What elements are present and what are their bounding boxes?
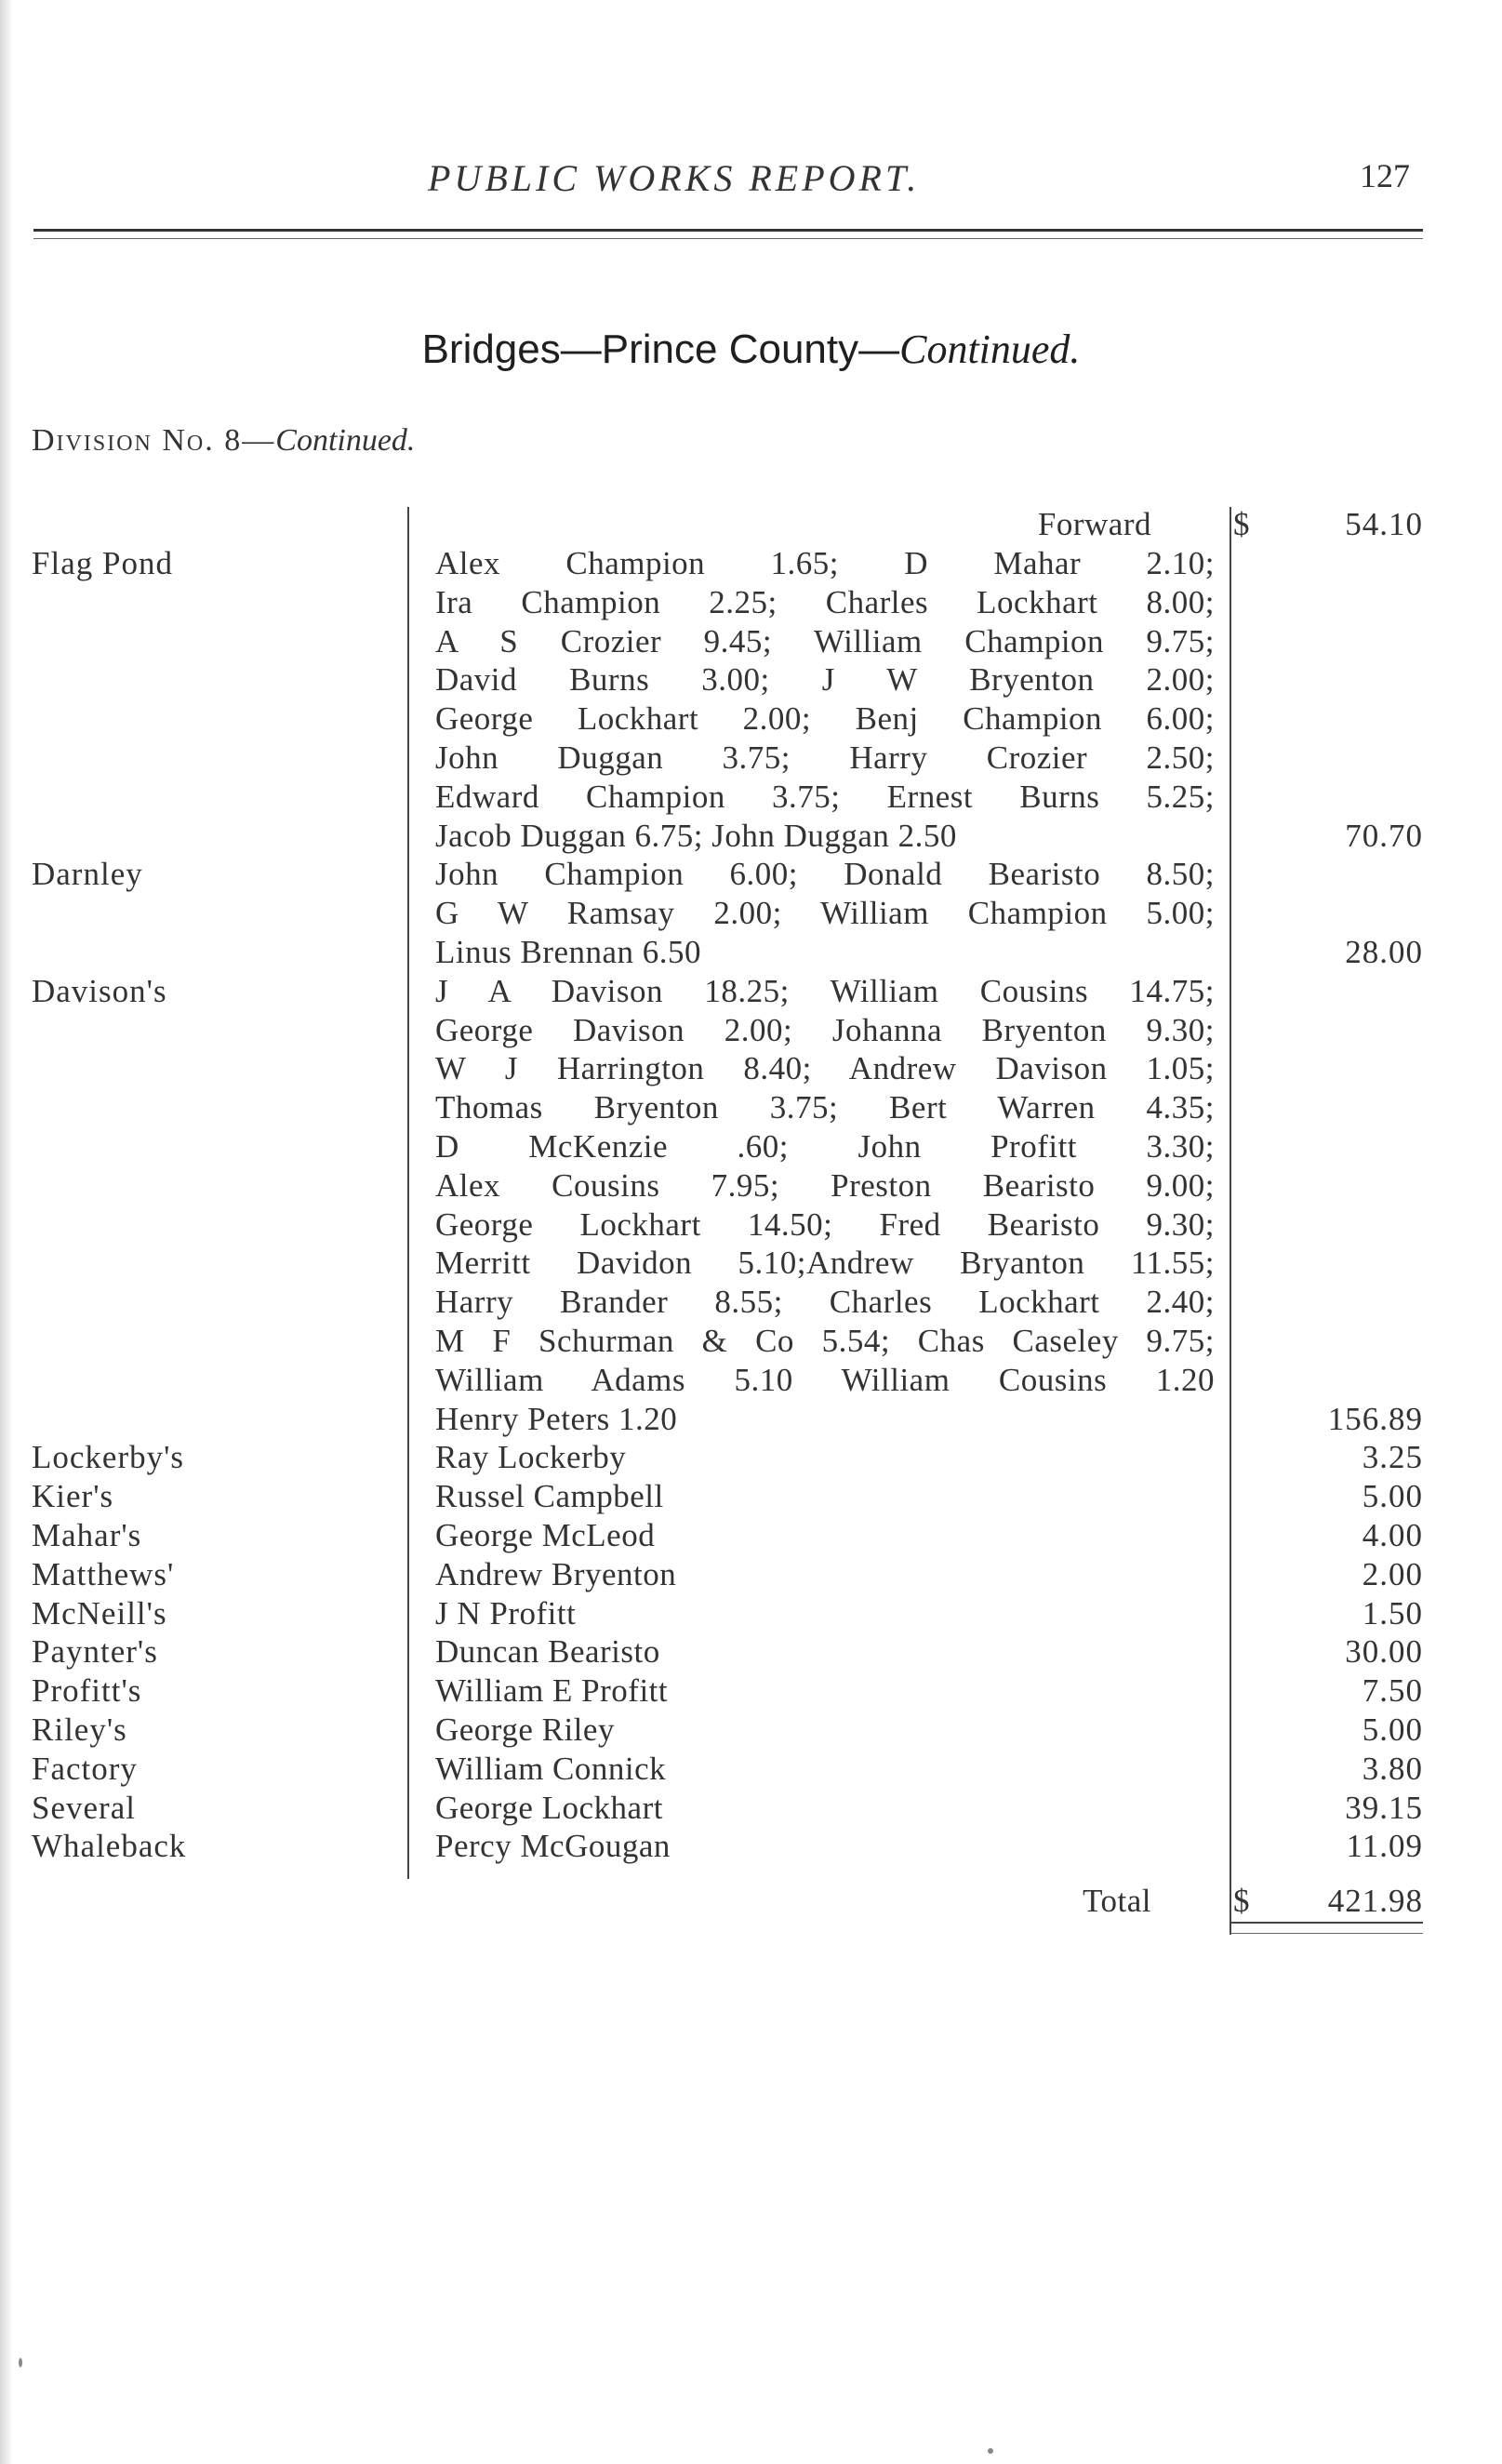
total-rule <box>1230 1922 1423 1924</box>
payment-description: Harry Brander 8.55; Charles Lockhart 2.40; <box>435 1284 1215 1320</box>
payment-description: Duncan Bearisto <box>435 1633 660 1670</box>
payment-description: George Riley <box>435 1711 615 1748</box>
table-row <box>0 1672 1502 1711</box>
payment-description: Andrew Bryenton <box>435 1556 677 1592</box>
table-row <box>0 739 1502 779</box>
place-name: Profitt's <box>32 1672 142 1709</box>
payment-description: William E Profitt <box>435 1672 669 1709</box>
division-label: Division No. 8— <box>32 423 276 458</box>
place-name: Flag Pond <box>32 545 173 581</box>
payment-description: Ira Champion 2.25; Charles Lockhart 8.00; <box>435 584 1215 620</box>
place-name: Riley's <box>32 1711 127 1748</box>
payment-description: William Connick <box>435 1751 667 1787</box>
table-row <box>0 856 1502 895</box>
header-rule-thin <box>33 238 1423 239</box>
table-row <box>0 818 1502 857</box>
running-title: PUBLIC WORKS REPORT. <box>428 157 921 199</box>
division-heading <box>32 423 415 459</box>
table-row <box>0 1206 1502 1245</box>
place-name: Mahar's <box>32 1517 142 1553</box>
header-rule <box>33 229 1423 232</box>
forward-dollar-sign: $ <box>1233 506 1250 542</box>
row-amount: 39.15 <box>1345 1790 1423 1826</box>
place-name: McNeill's <box>32 1595 167 1632</box>
section-title-continued: Continued. <box>899 326 1081 372</box>
payment-description: J N Profitt <box>435 1595 577 1632</box>
place-name: Kier's <box>32 1478 114 1514</box>
payment-description: Ray Lockerby <box>435 1439 627 1475</box>
payment-description: Alex Cousins 7.95; Preston Bearisto 9.00; <box>435 1167 1215 1204</box>
payment-description: John Duggan 3.75; Harry Crozier 2.50; <box>435 739 1215 776</box>
table-row <box>0 1089 1502 1128</box>
table-row <box>0 1012 1502 1051</box>
table-row <box>0 1478 1502 1517</box>
row-amount: 156.89 <box>1327 1401 1423 1437</box>
place-name: Factory <box>32 1751 138 1787</box>
place-name: Davison's <box>32 973 167 1009</box>
payment-description: William Adams 5.10 William Cousins 1.20 <box>435 1362 1215 1398</box>
table-row <box>0 623 1502 662</box>
payment-description: Thomas Bryenton 3.75; Bert Warren 4.35; <box>435 1089 1215 1125</box>
payment-description: W J Harrington 8.40; Andrew Davison 1.05; <box>435 1050 1215 1086</box>
print-speck <box>19 2358 22 2367</box>
table-row <box>0 895 1502 934</box>
row-amount: 2.00 <box>1362 1556 1423 1592</box>
row-amount: 3.80 <box>1362 1751 1423 1787</box>
total-dollar-sign: $ <box>1233 1883 1250 1919</box>
place-name: Several <box>32 1790 136 1826</box>
table-row <box>0 1050 1502 1089</box>
payment-description: George Davison 2.00; Johanna Bryenton 9.30; <box>435 1012 1215 1048</box>
row-amount: 5.00 <box>1362 1478 1423 1514</box>
table-row <box>0 1167 1502 1206</box>
page-number: 127 <box>1360 157 1410 194</box>
table-row <box>0 1517 1502 1556</box>
forward-label: Forward <box>1037 506 1151 542</box>
payment-description: George Lockhart 2.00; Benj Champion 6.00; <box>435 700 1215 737</box>
table-row <box>0 1439 1502 1478</box>
table-row <box>0 1790 1502 1829</box>
payment-description: George Lockhart 14.50; Fred Bearisto 9.30; <box>435 1206 1215 1243</box>
place-name: Lockerby's <box>32 1439 185 1475</box>
payment-description: D McKenzie .60; John Profitt 3.30; <box>435 1128 1215 1165</box>
row-amount: 4.00 <box>1362 1517 1423 1553</box>
payment-description: George McLeod <box>435 1517 656 1553</box>
table-row <box>0 1323 1502 1362</box>
row-amount: 28.00 <box>1345 934 1423 970</box>
place-name: Paynter's <box>32 1633 158 1670</box>
payment-description: G W Ramsay 2.00; William Champion 5.00; <box>435 895 1215 931</box>
table-row <box>0 700 1502 739</box>
total-rule-thin <box>1230 1933 1423 1934</box>
payment-description: A S Crozier 9.45; William Champion 9.75; <box>435 623 1215 659</box>
row-amount: 7.50 <box>1362 1672 1423 1709</box>
table-row <box>0 1245 1502 1284</box>
place-name: Darnley <box>32 856 143 892</box>
forward-row <box>0 506 1502 545</box>
table-row <box>0 779 1502 818</box>
payment-description: John Champion 6.00; Donald Bearisto 8.50; <box>435 856 1215 892</box>
total-amount: 421.98 <box>1327 1883 1423 1919</box>
section-title-main: Bridges—Prince County— <box>421 326 900 372</box>
table-row <box>0 661 1502 700</box>
print-speck <box>988 2448 993 2454</box>
table-row <box>0 973 1502 1012</box>
payment-description: Linus Brennan 6.50 <box>435 934 702 970</box>
row-amount: 3.25 <box>1362 1439 1423 1475</box>
table-row <box>0 1401 1502 1440</box>
section-title <box>0 326 1502 373</box>
payment-description: David Burns 3.00; J W Bryenton 2.00; <box>435 661 1215 698</box>
payment-description: Russel Campbell <box>435 1478 664 1514</box>
payment-description: Alex Champion 1.65; D Mahar 2.10; <box>435 545 1215 581</box>
payment-description: M F Schurman & Co 5.54; Chas Caseley 9.75; <box>435 1323 1215 1359</box>
table-row <box>0 1556 1502 1595</box>
place-name: Whaleback <box>32 1828 187 1864</box>
row-amount: 5.00 <box>1362 1711 1423 1748</box>
table-row <box>0 1751 1502 1790</box>
forward-amount: 54.10 <box>1345 506 1423 542</box>
table-row <box>0 1284 1502 1323</box>
row-amount: 1.50 <box>1362 1595 1423 1632</box>
table-row <box>0 934 1502 973</box>
table-row <box>0 1711 1502 1751</box>
table-row <box>0 545 1502 584</box>
total-label: Total <box>1083 1883 1151 1919</box>
table-row <box>0 1828 1502 1867</box>
total-row <box>0 1883 1502 1922</box>
payment-description: Jacob Duggan 6.75; John Duggan 2.50 <box>435 818 957 854</box>
running-head <box>0 156 1502 212</box>
payment-description: Edward Champion 3.75; Ernest Burns 5.25; <box>435 779 1215 815</box>
table-row <box>0 584 1502 623</box>
table-row <box>0 1595 1502 1634</box>
division-continued: Continued. <box>275 423 416 458</box>
payment-description: George Lockhart <box>435 1790 663 1826</box>
payment-description: Percy McGougan <box>435 1828 671 1864</box>
payment-description: Henry Peters 1.20 <box>435 1401 678 1437</box>
table-row <box>0 1362 1502 1401</box>
table-row <box>0 1633 1502 1672</box>
row-amount: 11.09 <box>1346 1828 1423 1864</box>
payment-description: J A Davison 18.25; William Cousins 14.75; <box>435 973 1215 1009</box>
row-amount: 70.70 <box>1345 818 1423 854</box>
table-row <box>0 1128 1502 1167</box>
place-name: Matthews' <box>32 1556 175 1592</box>
row-amount: 30.00 <box>1345 1633 1423 1670</box>
payment-description: Merritt Davidon 5.10;Andrew Bryanton 11.55; <box>435 1245 1215 1281</box>
